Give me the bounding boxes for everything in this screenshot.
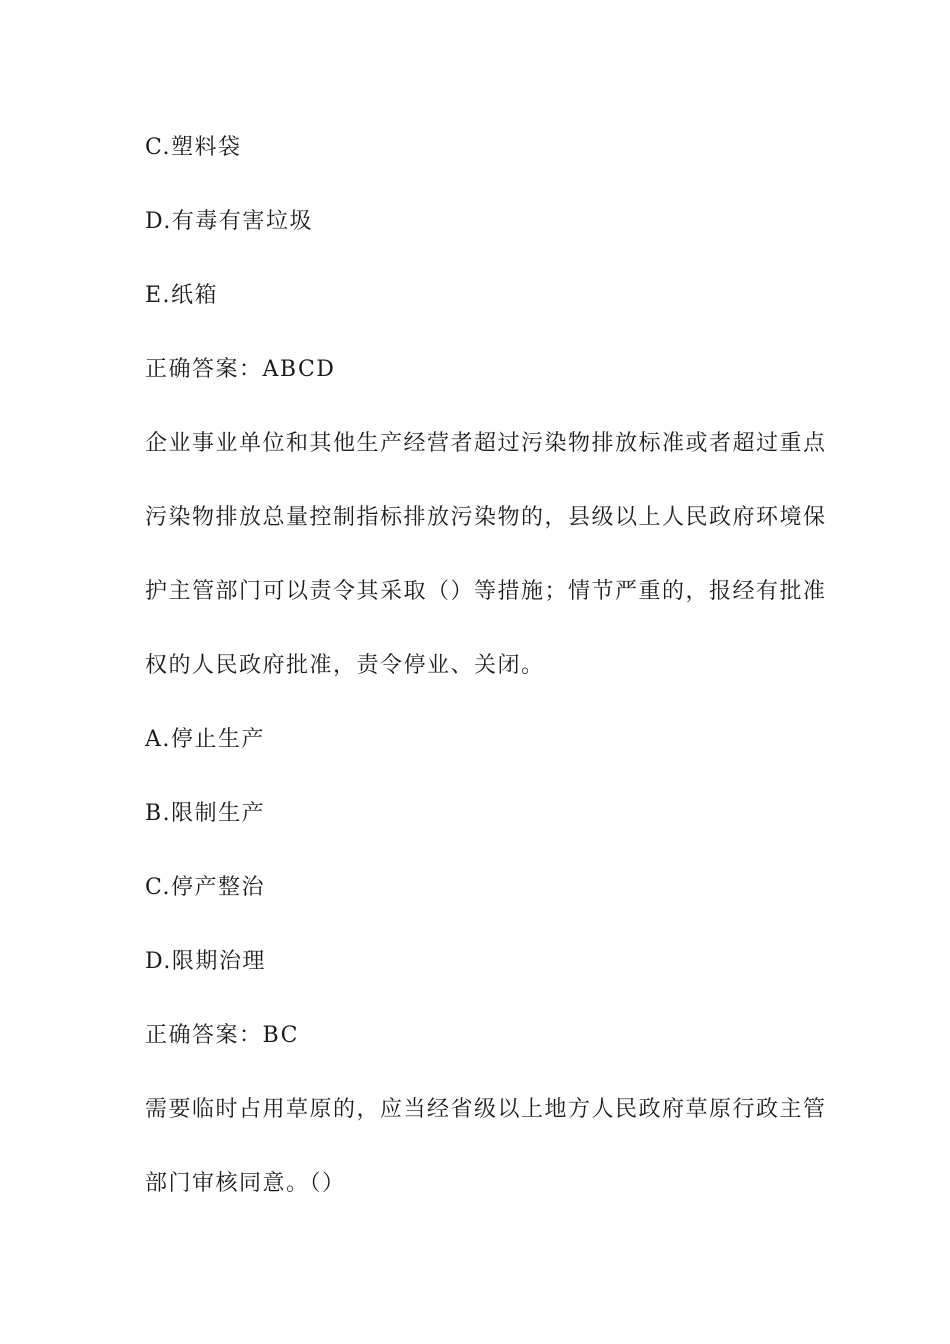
option-b: B.限制生产: [145, 801, 266, 826]
question-3-line-1: 需要临时占用草原的，应当经省级以上地方人民政府草原行政主管: [145, 1097, 827, 1122]
answer-1: 正确答案：ABCD: [145, 357, 336, 382]
option-e: E.纸箱: [145, 283, 219, 308]
option-c: C.停产整治: [145, 875, 266, 900]
question-2-line-4: 权的人民政府批准，责令停业、关闭。: [145, 653, 545, 678]
option-c: C.塑料袋: [145, 135, 242, 160]
option-a: A.停止生产: [145, 727, 265, 752]
option-d: D.有毒有害垃圾: [145, 209, 313, 234]
question-3-line-2: 部门审核同意。（）: [145, 1171, 346, 1196]
document-page: [145, 130, 827, 1202]
question-2-line-3: 护主管部门可以责令其采取（）等措施；情节严重的，报经有批准: [145, 579, 827, 604]
answer-2: 正确答案：BC: [145, 1023, 299, 1048]
question-2-line-1: 企业事业单位和其他生产经营者超过污染物排放标准或者超过重点: [145, 431, 827, 456]
option-d: D.限期治理: [145, 949, 266, 974]
question-2-line-2: 污染物排放总量控制指标排放污染物的，县级以上人民政府环境保: [145, 505, 827, 530]
